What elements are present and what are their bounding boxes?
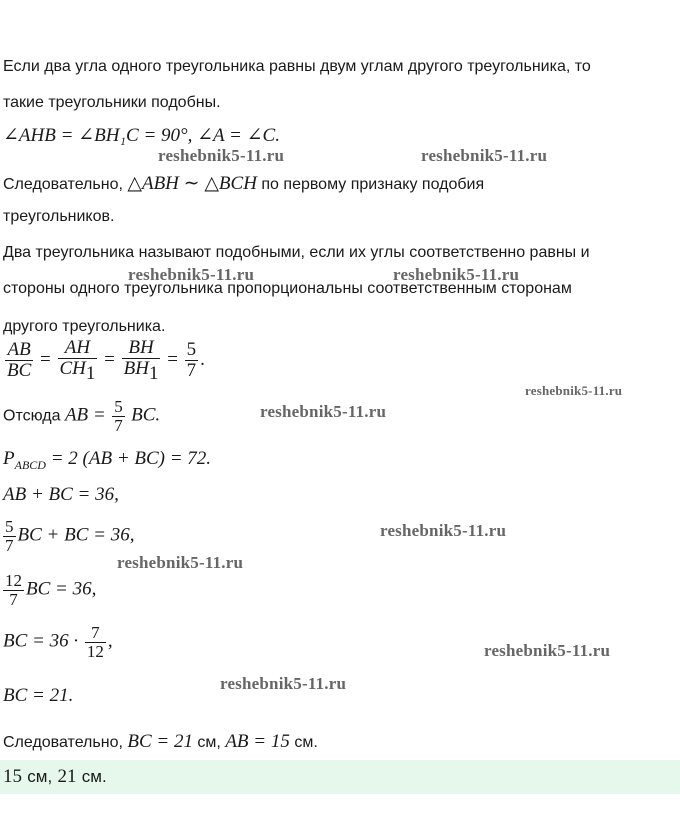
watermark: reshebnik5-11.ru bbox=[393, 265, 520, 284]
watermark: reshebnik5-11.ru bbox=[380, 521, 507, 540]
fraction-numerator: 12 bbox=[5, 571, 22, 590]
math-proportion: $\frac{AB}{BC}$ = $\frac{AH}{CH_1}$ = $\frac{BH}{BH_1}$ = $\frac{5}{7}$ . bbox=[7, 337, 205, 384]
math-fragment: BC. bbox=[131, 404, 161, 426]
text-line: такие треугольники подобны. bbox=[3, 94, 221, 111]
unit-label: см, bbox=[27, 767, 53, 786]
answer-value: 15 bbox=[3, 766, 22, 787]
unit-label: см. bbox=[81, 767, 107, 786]
math-eq1 bbox=[3, 518, 134, 555]
otsyuda-line bbox=[3, 398, 160, 435]
math-fragment: BC + BC = 36, bbox=[17, 524, 135, 546]
fraction-denominator: 7 bbox=[114, 415, 123, 435]
text-fragment: по первому признаку подобия bbox=[261, 176, 485, 193]
watermark: reshebnik5-11.ru bbox=[117, 553, 244, 572]
fraction-denominator: CH bbox=[59, 357, 86, 379]
fraction-denominator: BC bbox=[7, 360, 32, 382]
math-fragment: BC = 36, bbox=[26, 578, 97, 600]
math-fragment: BC = 36 · bbox=[3, 630, 79, 652]
math-fragment: AB = 15 bbox=[225, 731, 290, 752]
text-line: другого треугольника. bbox=[3, 318, 166, 335]
watermark: reshebnik5-11.ru bbox=[220, 674, 347, 693]
unit-label: см, bbox=[197, 734, 221, 751]
math-fragment: BC = 21 bbox=[127, 731, 193, 752]
math-fragment: = 2 (AB + BC) = 72. bbox=[50, 448, 212, 469]
fraction-numerator: AH bbox=[58, 338, 98, 359]
subscript: 1 bbox=[85, 362, 96, 384]
math-eq2 bbox=[3, 572, 96, 609]
math-similarity: △ABH ∼ △BCH bbox=[127, 173, 257, 194]
math-eq3 bbox=[3, 624, 113, 661]
answer-text bbox=[3, 766, 107, 788]
watermark: reshebnik5-11.ru bbox=[158, 146, 285, 165]
fraction-numerator: 7 bbox=[85, 624, 106, 643]
math-perimeter bbox=[3, 448, 211, 473]
fraction-numerator: 5 bbox=[186, 339, 197, 361]
math-eq4: BC = 21. bbox=[3, 685, 74, 706]
subscript: 1 bbox=[148, 362, 159, 384]
similarity-line bbox=[3, 172, 484, 195]
text-fragment: Следовательно, bbox=[3, 176, 123, 193]
math-sum: AB + BC = 36, bbox=[3, 484, 119, 505]
subscript: ABCD bbox=[14, 457, 46, 472]
fraction-numerator: 5 bbox=[114, 397, 123, 416]
text-line: стороны одного треугольника пропорциональны соответственным сторонам bbox=[3, 280, 572, 297]
fraction-denominator: 7 bbox=[186, 360, 197, 382]
answer-box bbox=[0, 760, 680, 794]
fraction-numerator: 5 bbox=[5, 517, 14, 536]
math-fragment: , bbox=[107, 630, 113, 652]
fraction-denominator: 12 bbox=[86, 641, 104, 661]
text-fragment: Отсюда bbox=[3, 407, 61, 425]
math-angles: ∠AHB = ∠BH₁C = 90°, ∠A = ∠C. bbox=[3, 125, 280, 146]
watermark: reshebnik5-11.ru bbox=[260, 402, 387, 421]
watermark: reshebnik5-11.ru bbox=[484, 641, 611, 660]
unit-label: см. bbox=[294, 734, 318, 751]
fraction-numerator: BH bbox=[122, 338, 161, 359]
fraction-denominator: 7 bbox=[9, 589, 18, 609]
math-fragment: AB = bbox=[64, 404, 106, 426]
perimeter-symbol: P bbox=[3, 448, 15, 469]
fraction-denominator: BH bbox=[123, 357, 149, 379]
fraction-denominator: 7 bbox=[5, 535, 14, 555]
conclusion-line bbox=[3, 731, 318, 753]
text-line: Если два угла одного треугольника равны двум углам другого треугольника, то bbox=[3, 58, 591, 75]
fraction-numerator: AB bbox=[5, 340, 33, 361]
text-line: Два треугольника называют подобными, если их углы соответственно равны и bbox=[3, 244, 590, 261]
watermark: reshebnik5-11.ru bbox=[525, 383, 623, 398]
watermark: reshebnik5-11.ru bbox=[421, 146, 548, 165]
text-line: треугольников. bbox=[3, 208, 115, 225]
watermark: reshebnik5-11.ru bbox=[128, 265, 255, 284]
answer-value: 21 bbox=[57, 766, 77, 787]
text-fragment: Следовательно, bbox=[3, 734, 123, 751]
